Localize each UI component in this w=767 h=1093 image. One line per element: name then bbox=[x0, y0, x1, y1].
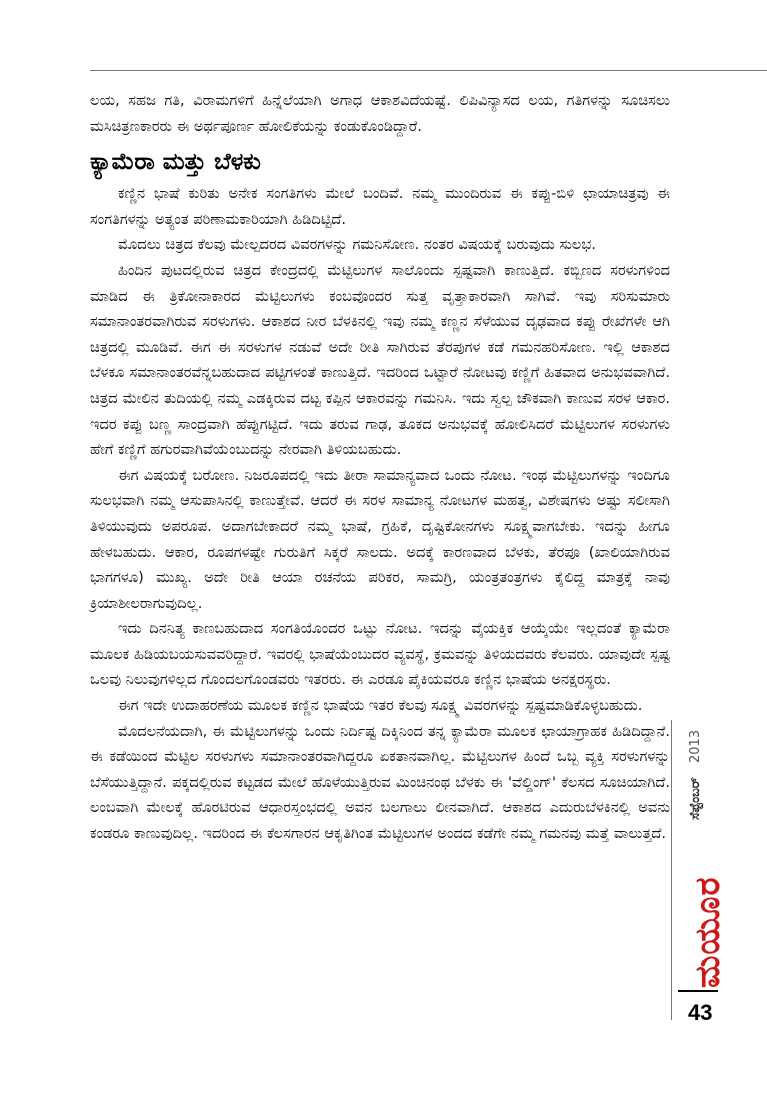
issue-month: ಸೆಪ್ಟೆಂಬರ್ bbox=[688, 777, 703, 820]
paragraph-7: ಮೊದಲನೆಯದಾಗಿ, ಈ ಮೆಟ್ಟಿಲುಗಳನ್ನು ಒಂದು ನಿರ್ದಿಷ್ಟ ದಿಕ್ಕಿನಿಂದ ತನ್ನ ಕ್ಯಾಮೆರಾ ಮೂಲಕ ಛಾಯಾಗ್ರಾಹಕ ಹಿಡಿದಿದ್ದಾನೆ. ಈ ಕಡೆಯಿಂದ ಮೆಟ್ಟಿಲ ಸರಳುಗಳು ಸಮಾನಾಂತರವಾಗಿದ್ದರೂ ಏಕತಾನವಾಗಿಲ್ಲ. ಮೆಟ್ಟಿಲುಗಳ ಹಿಂದೆ ಒಬ್ಬ ವ್ಯಕ್ತಿ ಸರಳುಗಳನ್ನು ಬೆಸೆಯುತ್ತಿದ್ದಾನೆ. ಪಕ್ಕದಲ್ಲಿರುವ ಕಟ್ಟಡದ ಮೇಲೆ ಹೊಳೆಯುತ್ತಿರುವ ಮಿಂಚಿನಂಥ ಬೆಳಕು ಈ 'ವೆಲ್ಡಿಂಗ್' ಕೆಲಸದ ಸೂಚಿಯಾಗಿದೆ. ಲಂಬವಾಗಿ ಮೇಲಕ್ಕೆ ಹೊರಟಿರುವ ಆಧಾರಸ್ತಂಭದಲ್ಲಿ ಅವನ ಬಲಗಾಲು ಲೀನವಾಗಿದೆ. ಆಕಾಶದ ಎದುರುಬೆಳಕಿನಲ್ಲಿ ಅವನು ಕಂಡರೂ ಕಾಣುವುದಿಲ್ಲ. ಇದರಿಂದ ಈ ಕೆಲಸಗಾರನ ಆಕೃತಿಗಿಂತ ಮೆಟ್ಟಿಲುಗಳ ಅಂದದ ಕಡೆಗೇ ನಮ್ಮ ಗಮನವು ಮತ್ತೆ ವಾಲುತ್ತದೆ. bbox=[90, 722, 670, 843]
paragraph-1: ಕಣ್ಣಿನ ಭಾಷೆ ಕುರಿತು ಅನೇಕ ಸಂಗತಿಗಳು ಮೇಲೆ ಬಂದಿವೆ. ನಮ್ಮ ಮುಂದಿರುವ ಈ ಕಪ್ಪು-ಬಿಳಿ ಛಾಯಾಚಿತ್ರವು ಈ ಸಂಗತಿಗಳನ್ನು ಅತ್ಯಂತ ಪರಿಣಾಮಕಾರಿಯಾಗಿ ಹಿಡಿದಿಟ್ಟಿದೆ. bbox=[90, 185, 670, 228]
page-number-rule bbox=[678, 990, 718, 992]
issue-year: 2013 bbox=[688, 729, 703, 763]
article-body bbox=[90, 88, 670, 847]
section-heading: ಕ್ಯಾಮೆರಾ ಮತ್ತು ಬೆಳಕು bbox=[90, 149, 261, 176]
magazine-logo: ಮಯೂರ bbox=[688, 876, 728, 988]
side-rule bbox=[671, 720, 672, 1020]
paragraph-5: ಇದು ದಿನನಿತ್ಯ ಕಾಣಬಹುದಾದ ಸಂಗತಿಯೊಂದರ ಒಟ್ಟು ನೋಟ. ಇದನ್ನು ವೈಯಕ್ತಿಕ ಆಯ್ಕೆಯೇ ಇಲ್ಲದಂತೆ ಕ್ಯಾಮೆರಾ ಮೂಲಕ ಹಿಡಿಯಬಯಸುವವರಿದ್ದಾರೆ. ಇವರಲ್ಲಿ ಭಾಷೆಯೆಂಬುದರ ವ್ಯವಸ್ಥೆ, ಕ್ರಮವನ್ನು ತಿಳಿಯದವರು ಕೆಲವರು. ಯಾವುದೇ ಸ್ಪಷ್ಟ ಒಲವು ನಿಲುವುಗಳಿಲ್ಲದ ಗೊಂದಲಗೊಂಡವರು ಇತರರು. ಈ ಎರಡೂ ಪೈಕಿಯವರೂ ಕಣ್ಣಿನ ಭಾಷೆಯ ಅನಕ್ಷರಸ್ಥರು. bbox=[90, 620, 670, 689]
top-rule bbox=[90, 70, 767, 71]
paragraph-3: ಹಿಂದಿನ ಪುಟದಲ್ಲಿರುವ ಚಿತ್ರದ ಕೇಂದ್ರದಲ್ಲಿ ಮೆಟ್ಟಿಲುಗಳ ಸಾಲೊಂದು ಸ್ಪಷ್ಟವಾಗಿ ಕಾಣುತ್ತಿದೆ. ಕಬ್ಬಿಣದ ಸರಳುಗಳಿಂದ ಮಾಡಿದ ಈ ತ್ರಿಕೋನಾಕಾರದ ಮೆಟ್ಟಿಲುಗಳು ಕಂಬವೊಂದರ ಸುತ್ತ ವೃತ್ತಾಕಾರವಾಗಿ ಸಾಗಿವೆ. ಇವು ಸರಿಸುಮಾರು ಸಮಾನಾಂತರವಾಗಿರುವ ಸರಳುಗಳು. ಆಕಾಶದ ನೀರ ಬೆಳಕಿನಲ್ಲಿ ಇವು ನಮ್ಮ ಕಣ್ಣನ ಸೆಳೆಯುವ ದೃಢವಾದ ಕಪ್ಪು ರೇಖೆಗಳೇ ಆಗಿ ಚಿತ್ರದಲ್ಲಿ ಮೂಡಿವೆ. ಈಗ ಈ ಸರಳುಗಳ ನಡುವೆ ಅದೇ ರೀತಿ ಸಾಗಿರುವ ತೆರಪುಗಳ ಕಡೆ ಗಮನಹರಿಸೋಣ. ಇಲ್ಲಿ ಆಕಾಶದ ಬೆಳಕೂ ಸಮಾನಾಂತರವೆನ್ನಬಹುದಾದ ಪಟ್ಟಿಗಳಂತೆ ಕಾಣುತ್ತಿದೆ. ಇದರಿಂದ ಒಟ್ಟಾರೆ ನೋಟವು ಕಣ್ಣಿಗೆ ಹಿತವಾದ ಅನುಭವವಾಗಿದೆ. ಚಿತ್ರದ ಮೇಲಿನ ತುದಿಯಲ್ಲಿ ನಮ್ಮ ಎಡಕ್ಕಿರುವ ದಟ್ಟ ಕಪ್ಪಿನ ಆಕಾರವನ್ನು ಗಮನಿಸಿ. ಇದು ಸ್ವಲ್ಪ ಚೌಕವಾಗಿ ಕಾಣುವ ಸರಳ ಆಕಾರ. ಇದರ ಕಪ್ಪು ಬಣ್ಣ ಸಾಂದ್ರವಾಗಿ ಹೆಪ್ಪುಗಟ್ಟಿದೆ. ಇದು ತರುವ ಗಾಢ, ತೂಕದ ಅನುಭವಕ್ಕೆ ಹೋಲಿಸಿದರೆ ಮೆಟ್ಟಿಲುಗಳ ಸರಳುಗಳು ಹೇಗೆ ಕಣ್ಣಿಗೆ ಹಗುರವಾಗಿವೆಯೆಂಬುದನ್ನು ನೇರವಾಗಿ ತಿಳಿಯಬಹುದು. bbox=[90, 261, 670, 459]
paragraph-6: ಈಗ ಇದೇ ಉದಾಹರಣೆಯ ಮೂಲಕ ಕಣ್ಣಿನ ಭಾಷೆಯ ಇತರ ಕೆಲವು ಸೂಕ್ಷ್ಮ ವಿವರಗಳನ್ನು ಸ್ಪಷ್ಟಮಾಡಿಕೊಳ್ಳಬಹುದು. bbox=[118, 697, 643, 715]
page-number: 43 bbox=[688, 1000, 713, 1025]
issue-date bbox=[688, 730, 704, 820]
intro-paragraph: ಲಯ, ಸಹಜ ಗತಿ, ವಿರಾಮಗಳಿಗೆ ಹಿನ್ನೆಲೆಯಾಗಿ ಅಗಾಧ ಆಕಾಶವಿದೆಯಷ್ಟೆ. ಲಿಪಿವಿನ್ಯಾಸದ ಲಯ, ಗತಿಗಳನ್ನು ಸೂಚಿಸಲು ಮಸಿಚಿತ್ರಣಕಾರರು ಈ ಅರ್ಥಪೂರ್ಣ ಹೋಲಿಕೆಯನ್ನು ಕಂಡುಕೊಂಡಿದ್ದಾರೆ. bbox=[90, 92, 670, 135]
paragraph-4: ಈಗ ವಿಷಯಕ್ಕೆ ಬರೋಣ. ನಿಜರೂಪದಲ್ಲಿ ಇದು ತೀರಾ ಸಾಮಾನ್ಯವಾದ ಒಂದು ನೋಟ. ಇಂಥ ಮೆಟ್ಟಿಲುಗಳನ್ನು ಇಂದಿಗೂ ಸುಲಭವಾಗಿ ನಮ್ಮ ಆಸುಪಾಸಿನಲ್ಲಿ ಕಾಣುತ್ತೇವೆ. ಆದರೆ ಈ ಸರಳ ಸಾಮಾನ್ಯ ನೋಟಗಳ ಮಹತ್ವ, ವಿಶೇಷಗಳು ಅಷ್ಟು ಸಲೀಸಾಗಿ ತಿಳಿಯುವುದು ಅಪರೂಪ. ಅದಾಗಬೇಕಾದರೆ ನಮ್ಮ ಭಾಷೆ, ಗ್ರಹಿಕೆ, ದೃಷ್ಟಿಕೋನಗಳು ಸೂಕ್ಷ್ಮವಾಗಬೇಕು. ಇದನ್ನು ಹೀಗೂ ಹೇಳಬಹುದು. ಆಕಾರ, ರೂಪಗಳಷ್ಟೇ ಗುರುತಿಗೆ ಸಿಕ್ಕರೆ ಸಾಲದು. ಅದಕ್ಕೆ ಕಾರಣವಾದ ಬೆಳಕು, ತೆರಪೂ (ಖಾಲಿಯಾಗಿರುವ ಭಾಗಗಳೂ) ಮುಖ್ಯ. ಅದೇ ರೀತಿ ಆಯಾ ರಚನೆಯ ಪರಿಕರ, ಸಾಮಗ್ರಿ, ಯಂತ್ರತಂತ್ರಗಳು ಕೈಲಿದ್ದ ಮಾತ್ರಕ್ಕೆ ನಾವು ಕ್ರಿಯಾಶೀಲರಾಗುವುದಿಲ್ಲ. bbox=[90, 466, 670, 612]
paragraph-2: ಮೊದಲು ಚಿತ್ರದ ಕೆಲವು ಮೇಲ್ಪದರದ ವಿವರಗಳನ್ನು ಗಮನಿಸೋಣ. ನಂತರ ವಿಷಯಕ್ಕೆ ಬರುವುದು ಸುಲಭ. bbox=[118, 236, 596, 254]
